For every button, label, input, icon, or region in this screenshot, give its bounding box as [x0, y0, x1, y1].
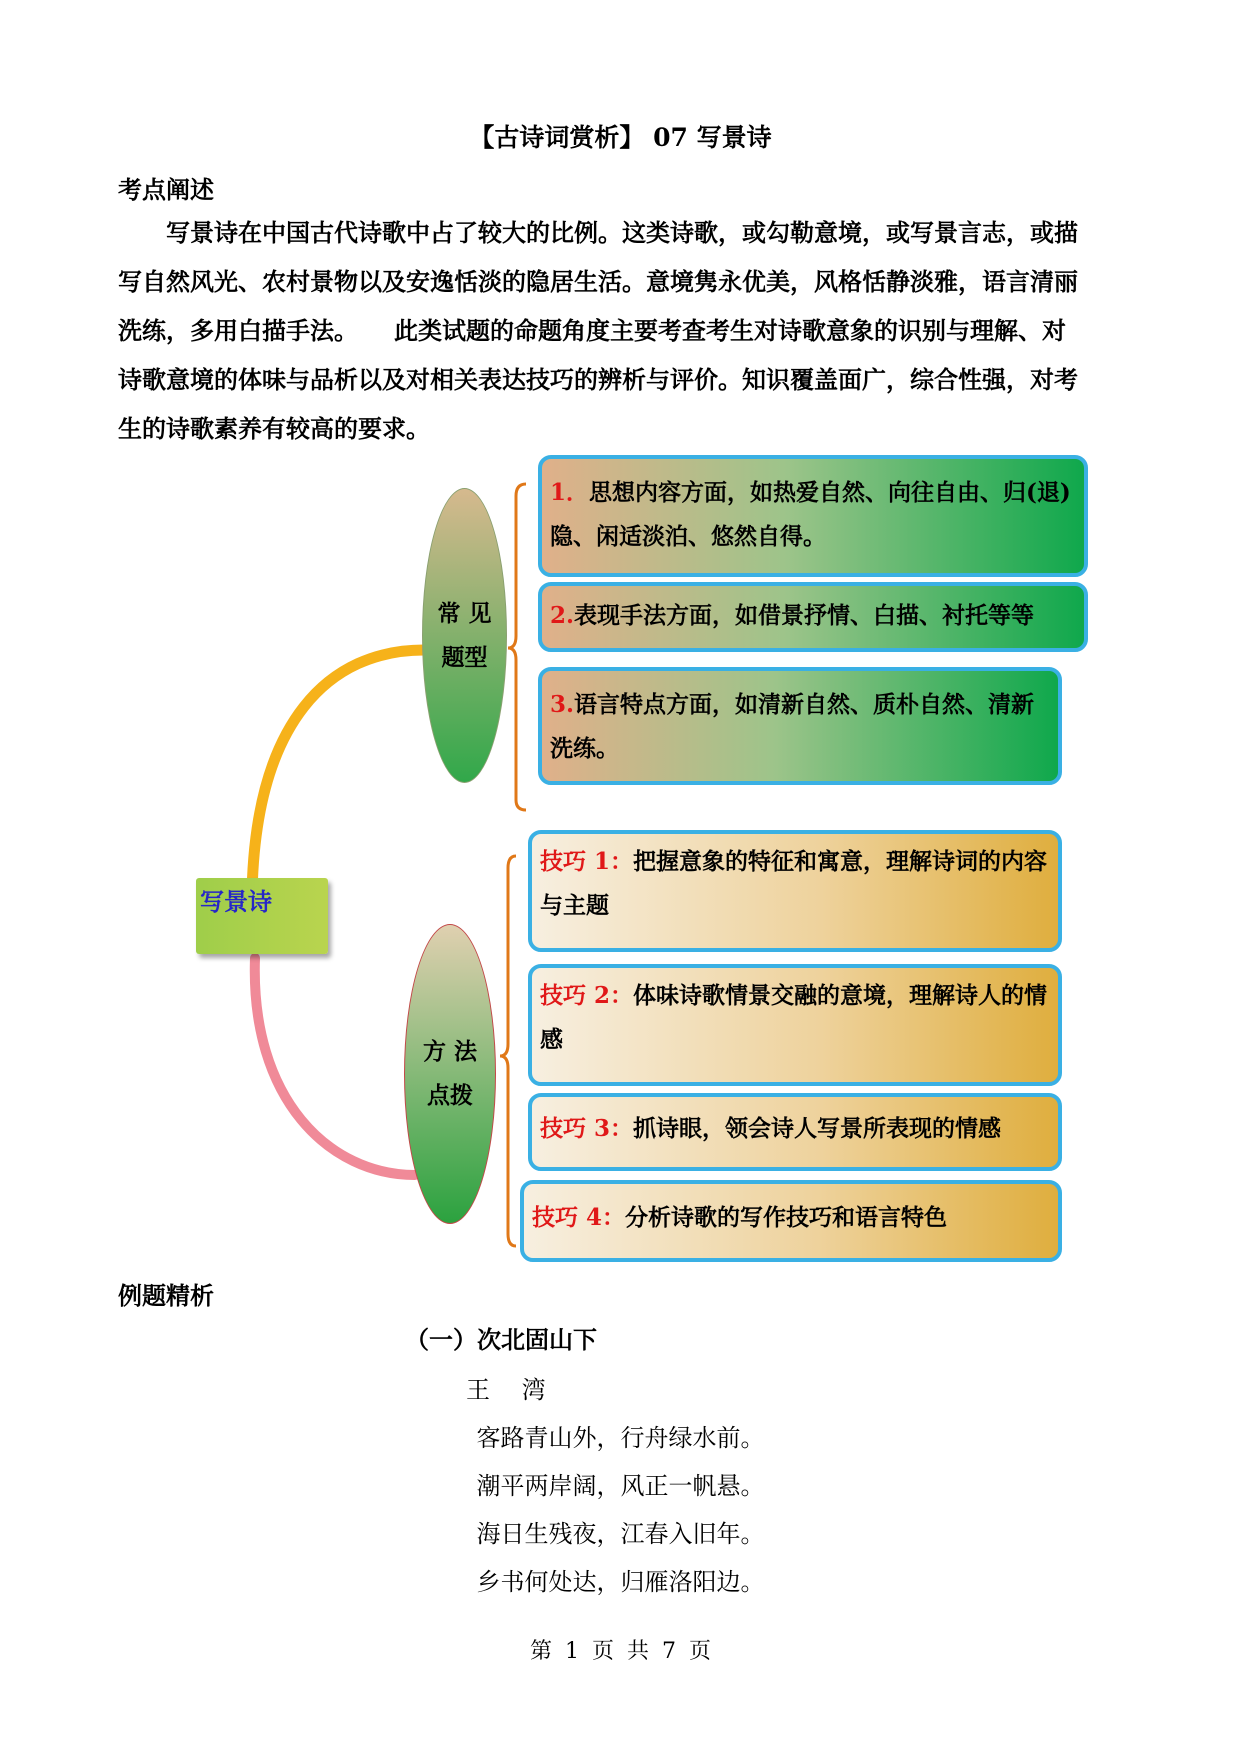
branch-label-line: 常 见 [437, 599, 492, 627]
section-heading-examples: 例题精析 [118, 1281, 214, 1310]
tip-number: 技巧 4： [532, 1204, 626, 1231]
type-box-1 [538, 455, 1088, 577]
poem-title: （一）次北固山下 [405, 1325, 597, 1354]
poem-line: 乡书何处达，归雁洛阳边。 [476, 1568, 765, 1596]
item-text: 语言特点方面，如清新自然、质朴自然、清新洗练。 [550, 691, 1035, 762]
section-heading-kaodian: 考点阐述 [118, 175, 214, 204]
bracket-upper [508, 484, 526, 810]
bracket-lower [500, 856, 516, 1246]
tip-text: 体味诗歌情景交融的意境，理解诗人的情感 [540, 982, 1048, 1053]
intro-line: 写自然风光、农村景物以及安逸恬淡的隐居生活。意境隽永优美，风格恬静淡雅，语言清丽 [118, 267, 1078, 296]
tip-box-4 [520, 1180, 1062, 1262]
central-node [196, 878, 328, 954]
tip-number: 技巧 2： [540, 982, 634, 1009]
tip-box-3 [528, 1093, 1062, 1171]
item-number: 2. [550, 602, 575, 629]
intro-line: 诗歌意境的体味与品析以及对相关表达技巧的辨析与评价。知识覆盖面广，综合性强，对考 [118, 365, 1078, 394]
connector-lower [255, 958, 415, 1175]
intro-line: 生的诗歌素养有较高的要求。 [118, 414, 430, 443]
poem-line: 海日生残夜，江春入旧年。 [476, 1520, 765, 1548]
type-box-2 [538, 582, 1088, 652]
item-number: 3. [550, 691, 575, 718]
item-text: 表现手法方面，如借景抒情、白描、衬托等等 [574, 602, 1035, 629]
item-number: 1． [550, 479, 590, 506]
tip-number: 技巧 1： [540, 848, 634, 875]
intro-line: 写景诗在中国古代诗歌中占了较大的比例。这类诗歌，或勾勒意境，或写景言志，或描 [166, 218, 1078, 247]
branch-node-common-types [422, 488, 507, 783]
tip-box-2 [528, 964, 1062, 1086]
poem-line: 客路青山外，行舟绿水前。 [476, 1424, 765, 1452]
page-footer: 第 1 页 共 7 页 [530, 1639, 711, 1664]
branch-node-methods [404, 924, 496, 1224]
tip-text: 分析诗歌的写作技巧和语言特色 [625, 1204, 948, 1231]
tip-text: 把握意象的特征和寓意，理解诗词的内容与主题 [540, 848, 1048, 919]
tip-text: 抓诗眼，领会诗人写景所表现的情感 [633, 1115, 1002, 1142]
poem-author: 王 湾 [466, 1376, 558, 1404]
poem-line: 潮平两岸阔，风正一帆悬。 [476, 1472, 765, 1500]
tip-box-1 [528, 830, 1062, 952]
central-node-label: 写景诗 [200, 887, 272, 916]
branch-label-line: 题型 [441, 643, 488, 671]
page-title: 【古诗词赏析】 07 写景诗 [469, 123, 772, 152]
connector-upper [252, 650, 424, 895]
tip-number: 技巧 3： [540, 1115, 634, 1142]
intro-line: 洗练，多用白描手法。 此类试题的命题角度主要考查考生对诗歌意象的识别与理解、对 [118, 316, 1066, 345]
item-text: 思想内容方面，如热爱自然、向往自由、归(退)隐、闲适淡泊、悠然自得。 [550, 479, 1071, 550]
type-box-3 [538, 667, 1062, 785]
branch-label-line: 方 法 [422, 1038, 477, 1065]
branch-label-line: 点拨 [427, 1082, 473, 1109]
